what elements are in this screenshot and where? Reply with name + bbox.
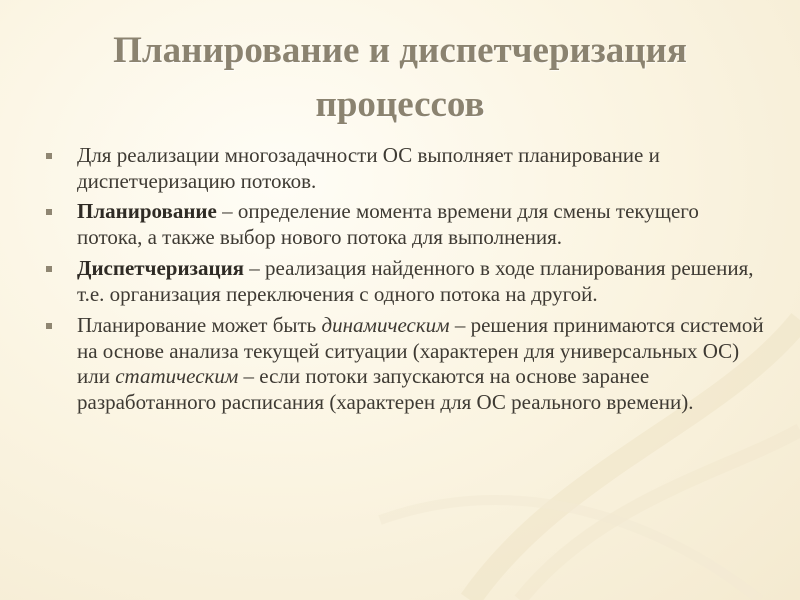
slide-title (20, 24, 780, 132)
bullet-text: Для реализации многозадачности ОС выполняет планирование и диспетчеризацию потоков. (77, 143, 660, 193)
title-line-1: Планирование и диспетчеризация (113, 30, 687, 71)
bullet-text: – если потоки запускаются на основе заранее разработанного расписания (характерен для ОС реального времени). (77, 364, 694, 414)
square-bullet-icon (46, 323, 52, 329)
bullet-text: Планирование может быть (77, 313, 322, 337)
bullet-item (44, 199, 764, 250)
bullet-item (44, 313, 764, 415)
square-bullet-icon (46, 266, 52, 272)
square-bullet-icon (46, 209, 52, 215)
bullet-list (44, 143, 764, 421)
bullet-item (44, 256, 764, 307)
title-line-2: процессов (315, 84, 485, 125)
bullet-term: Планирование (77, 199, 217, 223)
bullet-emphasis: статическим (115, 364, 239, 388)
bullet-emphasis: динамическим (321, 313, 450, 337)
bullet-term: Диспетчеризация (77, 256, 245, 280)
bullet-item (44, 143, 764, 194)
bullet-text: – реализация найденного в ходе планирования решения, т.е. организация переключения с одного потока на другой. (77, 256, 754, 306)
bullet-text: – определение момента времени для смены текущего потока, а также выбор нового потока для выполнения. (77, 199, 699, 249)
square-bullet-icon (46, 153, 52, 159)
bullet-text: – решения принимаются системой на основе анализа текущей ситуации (характерен для универсальных ОС) или (77, 313, 764, 388)
